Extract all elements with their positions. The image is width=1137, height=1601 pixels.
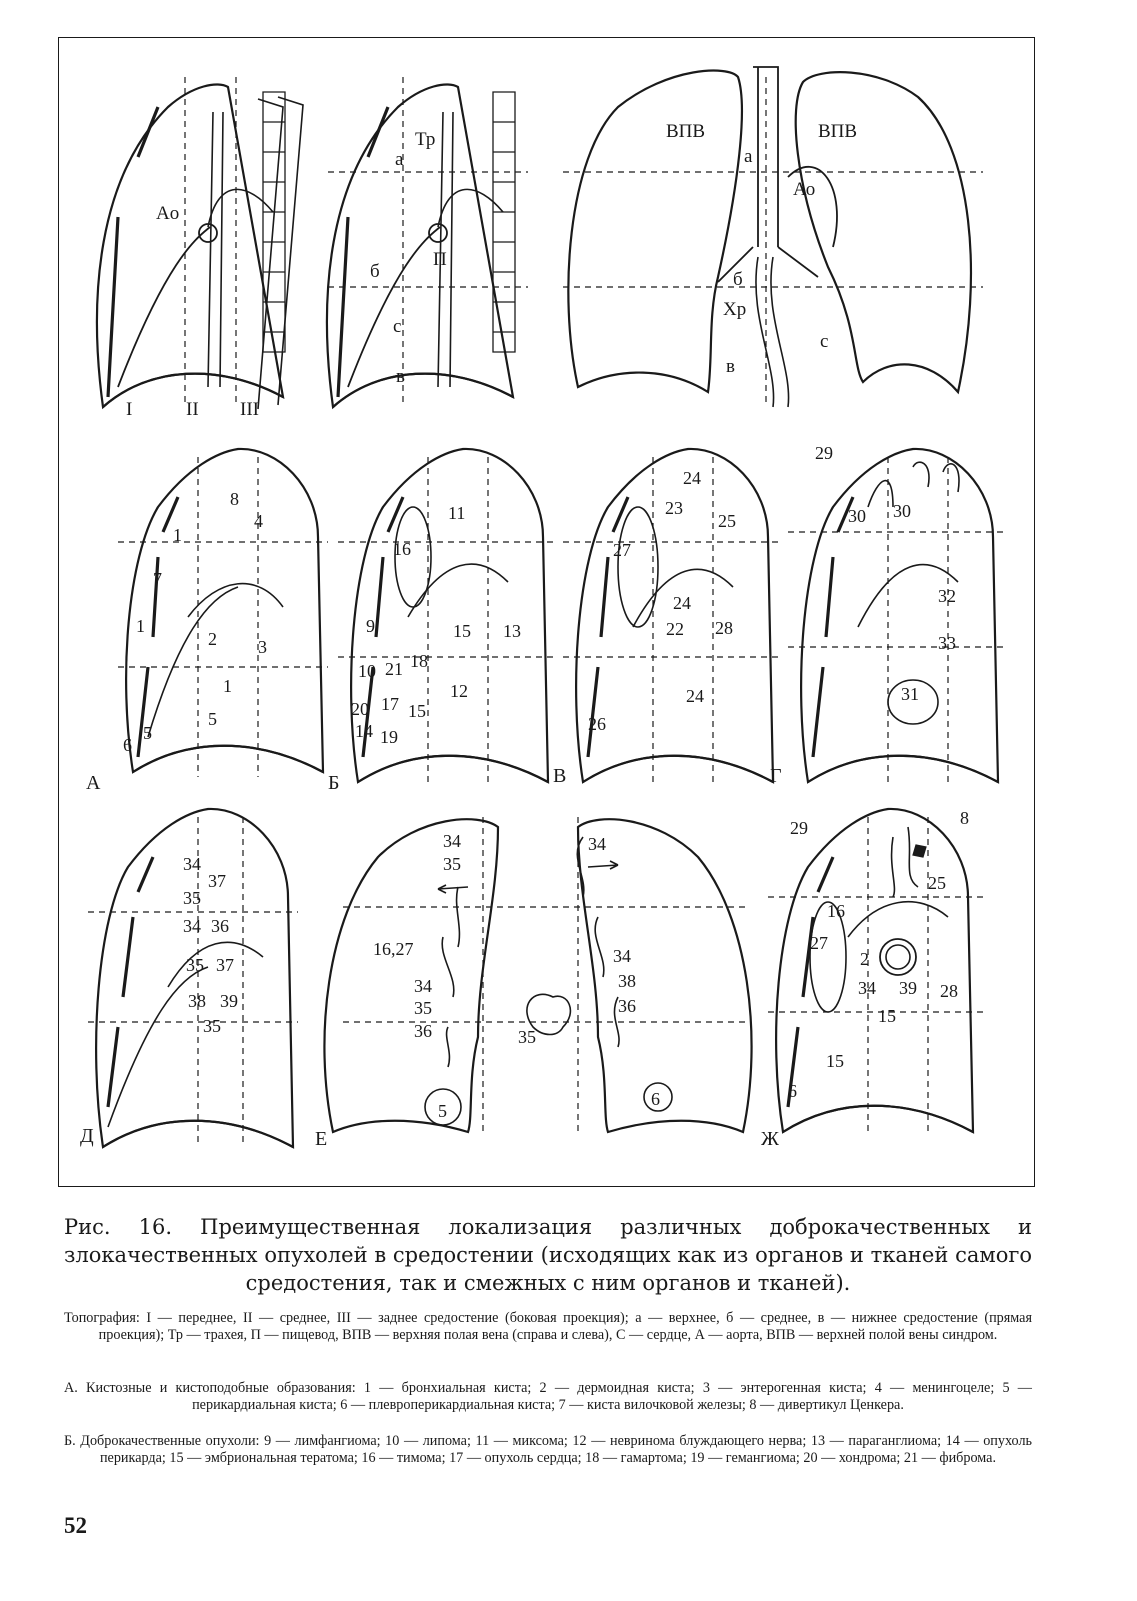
panel-letter-g: Г: [770, 765, 782, 787]
panel-zh-num: 25: [928, 873, 946, 893]
panel-d-num: 37: [216, 955, 234, 975]
panel-b-num: 13: [503, 621, 521, 641]
panel-a-num: 4: [254, 511, 263, 531]
panel-zh-shape: [768, 809, 983, 1132]
panel-letter-e: Е: [315, 1128, 328, 1150]
panel-d-num: 35: [183, 888, 201, 908]
panel-e-num: 35: [518, 1027, 536, 1047]
label-ii: II: [186, 399, 199, 420]
panel-g-num: 33: [938, 633, 956, 653]
panel-b-num: 10: [358, 661, 376, 681]
label-ao-right: Ао: [793, 179, 816, 200]
panel-a-num: 1: [136, 616, 145, 636]
panel-letter-b: Б: [328, 772, 340, 794]
panel-zh-num: 16: [827, 901, 845, 921]
legend-section-a: А. Кистозные и кистоподобные образования: 1 — бронхиальная киста; 2 — дермоидная киста; 3 — энтерогенная киста; 4 — менингоцеле; 5 — перикардиальная киста; 6 — плевроперикардиальная киста; 7 — киста вилочковой железы; 8 — дивертикул Ценкера.: [64, 1380, 1032, 1413]
panel-d-num: 37: [208, 871, 226, 891]
panel-b-num: 9: [366, 616, 375, 636]
panel-zh-num: 29: [790, 818, 808, 838]
label-v-right: в: [726, 356, 735, 377]
panel-g-num: 30: [848, 506, 866, 526]
panel-a-num: 5: [208, 709, 217, 729]
panel-zh-num: 8: [960, 808, 969, 828]
label-vpv-right: ВПВ: [818, 121, 858, 142]
label-c-mid: с: [393, 316, 402, 337]
panel-v-num: 28: [715, 618, 733, 638]
panel-a-num: 1: [223, 676, 232, 696]
mediastinum-figure: [58, 37, 1035, 1187]
panel-v-num: 22: [666, 619, 684, 639]
panel-v-num: 24: [683, 468, 701, 488]
panel-v-num: 27: [613, 540, 631, 560]
panel-d-num: 38: [188, 991, 206, 1011]
legend-topography: Топография: I — переднее, II — среднее, III — заднее средостение (боковая проекция); а — верхнее, б — среднее, в — нижнее средостение (прямая проекция); Тр — трахея, П — пищевод, ВПВ — верхняя полая вена (справа и слева), С — сердце, А — аорта, ВПВ — верхней полой вены синдром.: [64, 1310, 1032, 1343]
panel-b-num: 17: [381, 694, 399, 714]
panel-e-num: 34: [443, 831, 461, 851]
panel-d-num: 34: [183, 916, 201, 936]
panel-zh-num: 6: [788, 1081, 797, 1101]
panel-v-num: 24: [673, 593, 691, 613]
panel-e-num: 6: [651, 1089, 660, 1109]
panel-e-num: 34: [414, 976, 432, 996]
panel-b-num: 12: [450, 681, 468, 701]
panel-e-num: 16,27: [373, 939, 414, 959]
plate-frontal-chest: [563, 67, 983, 407]
panel-a-num: 7: [153, 569, 162, 589]
panel-e-num: 38: [618, 971, 636, 991]
panel-zh-num: 28: [940, 981, 958, 1001]
label-khr: Хр: [723, 299, 747, 320]
panel-b-num: 14: [355, 721, 373, 741]
label-v-mid: в: [396, 366, 405, 387]
panel-d-num: 35: [203, 1016, 221, 1036]
panel-g-num: 29: [815, 443, 833, 463]
label-a-mid: а: [395, 149, 404, 170]
panel-zh-num: 39: [899, 978, 917, 998]
panel-e-num: 35: [414, 998, 432, 1018]
panel-b-num: 16: [393, 539, 411, 559]
panel-g-shape: [788, 449, 1003, 782]
panel-v-num: 24: [686, 686, 704, 706]
panel-b-num: 21: [385, 659, 403, 679]
figure-caption-title: Рис. 16. Преимущественная локализация различных доброкачественных и злокачественных опухолей в средостении (исходящих как из органов и тканей самого средостения, так и смежных с ним органов и тканей).: [64, 1215, 1032, 1295]
panel-v-num: 23: [665, 498, 683, 518]
panel-g-num: 32: [938, 586, 956, 606]
panel-g-num: 30: [893, 501, 911, 521]
panel-b-num: 11: [448, 503, 466, 523]
label-iii: III: [240, 399, 259, 420]
panel-b-num: 15: [408, 701, 426, 721]
label-vpv-left: ВПВ: [666, 121, 706, 142]
label-c-right: с: [820, 331, 829, 352]
label-b-mid: б: [370, 261, 380, 282]
panel-a-num: 1: [173, 525, 182, 545]
label-b-right: б: [733, 269, 743, 290]
label-tr: Тр: [415, 129, 436, 150]
panel-b-num: 18: [410, 651, 428, 671]
panel-b-num: 20: [351, 699, 369, 719]
panel-b-num: 15: [453, 621, 471, 641]
panel-d-num: 35: [186, 955, 204, 975]
panel-a-num: 5: [143, 723, 152, 743]
panel-zh-num: 2: [860, 949, 869, 969]
panel-letter-v: В: [553, 765, 567, 787]
panel-e-num: 34: [613, 946, 631, 966]
panel-a-num: 2: [208, 629, 217, 649]
panel-e-num: 35: [443, 854, 461, 874]
panel-v-num: 25: [718, 511, 736, 531]
panel-e-shape: [324, 817, 751, 1132]
panel-zh-num: 15: [826, 1051, 844, 1071]
label-a-right: а: [744, 146, 753, 167]
panel-d-num: 34: [183, 854, 201, 874]
panel-letter-d: Д: [80, 1125, 94, 1147]
plate-frontal-lateral: [327, 77, 528, 407]
panel-letter-zh: Ж: [761, 1128, 779, 1150]
panel-a-num: 3: [258, 637, 267, 657]
page-number: 52: [64, 1513, 87, 1538]
panel-zh-num: 34: [858, 978, 876, 998]
panel-e-num: 5: [438, 1101, 447, 1121]
panel-e-num: 36: [618, 996, 636, 1016]
panel-a-num: 8: [230, 489, 239, 509]
plate-lateral-topography: [97, 77, 303, 409]
panel-a-num: 6: [123, 735, 132, 755]
panel-g-num: 31: [901, 684, 919, 704]
panel-v-num: 26: [588, 714, 606, 734]
panel-e-num: 34: [588, 834, 606, 854]
panel-letter-a: А: [86, 772, 101, 794]
panel-d-num: 39: [220, 991, 238, 1011]
panel-b-num: 19: [380, 727, 398, 747]
panel-d-num: 36: [211, 916, 229, 936]
label-p: П: [433, 249, 447, 270]
label-ao-left: Ao: [156, 203, 180, 224]
label-i: I: [126, 399, 133, 420]
panel-zh-num: 27: [810, 933, 828, 953]
legend-section-b: Б. Доброкачественные опухоли: 9 — лимфангиома; 10 — липома; 11 — миксома; 12 — невринома блуждающего нерва; 13 — параганглиома; 14 — опухоль перикарда; 15 — эмбриональная тератома; 16 — тимома; 17 — опухоль сердца; 18 — гамартома; 19 — гемангиома; 20 — хондрома; 21 — фиброма.: [64, 1433, 1032, 1466]
panel-zh-num: 15: [878, 1006, 896, 1026]
panel-e-num: 36: [414, 1021, 432, 1041]
